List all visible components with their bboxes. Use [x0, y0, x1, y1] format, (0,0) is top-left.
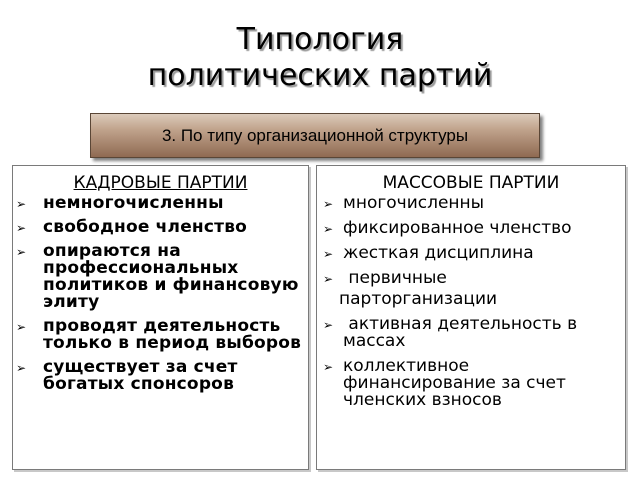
list-item — [317, 245, 625, 262]
list-item — [13, 195, 308, 212]
list-item — [13, 243, 308, 311]
list-item-text: немногочисленны — [43, 193, 224, 213]
arrow-bullet-icon: ➢ — [323, 247, 334, 261]
cadre-parties-list — [13, 195, 308, 393]
subtitle-text: 3. По типу организационной структуры — [161, 125, 469, 145]
list-item — [317, 291, 625, 308]
subtitle-banner — [90, 113, 540, 158]
list-item — [317, 316, 625, 350]
list-item-text: проводят деятельность только в период выборов — [43, 316, 302, 353]
arrow-bullet-icon: ➢ — [16, 197, 27, 211]
arrow-bullet-icon: ➢ — [16, 221, 27, 235]
list-item — [317, 220, 625, 237]
list-item-text: коллективное финансирование за счет членских взносов — [343, 356, 566, 410]
list-item-text: фиксированное членство — [343, 218, 572, 238]
list-item-text: первичные — [343, 268, 447, 288]
list-item — [13, 359, 308, 393]
list-item — [317, 270, 625, 287]
list-item — [13, 318, 308, 352]
list-item-text: жесткая дисциплина — [343, 243, 534, 263]
list-item-text: существует за счет богатых спонсоров — [43, 357, 238, 394]
page-title — [0, 22, 640, 94]
arrow-bullet-icon: ➢ — [323, 360, 334, 374]
list-item — [317, 195, 625, 212]
list-item — [317, 358, 625, 409]
list-item-text: свободное членство — [43, 217, 248, 237]
list-item-text: активная деятельность в массах — [343, 314, 583, 351]
title-line-1: Типология — [236, 22, 404, 57]
list-item-text: опираются на профессиональных политиков и финансовую элиту — [43, 241, 299, 312]
arrow-bullet-icon: ➢ — [323, 318, 334, 332]
arrow-bullet-icon: ➢ — [16, 320, 27, 334]
mass-parties-panel — [316, 165, 626, 470]
arrow-bullet-icon: ➢ — [323, 222, 334, 236]
list-item-text: парторганизации — [339, 289, 498, 309]
mass-parties-heading: МАССОВЫЕ ПАРТИИ — [382, 173, 560, 193]
list-item — [13, 219, 308, 236]
list-item-text: многочисленны — [343, 193, 485, 213]
arrow-bullet-icon: ➢ — [323, 197, 334, 211]
arrow-bullet-icon: ➢ — [323, 272, 334, 286]
arrow-bullet-icon: ➢ — [16, 361, 27, 375]
title-line-2: политических партий — [147, 58, 493, 93]
mass-parties-list — [317, 195, 625, 409]
arrow-bullet-icon: ➢ — [16, 245, 27, 259]
cadre-parties-panel — [12, 165, 309, 470]
cadre-parties-heading: КАДРОВЫЕ ПАРТИИ — [73, 173, 248, 193]
